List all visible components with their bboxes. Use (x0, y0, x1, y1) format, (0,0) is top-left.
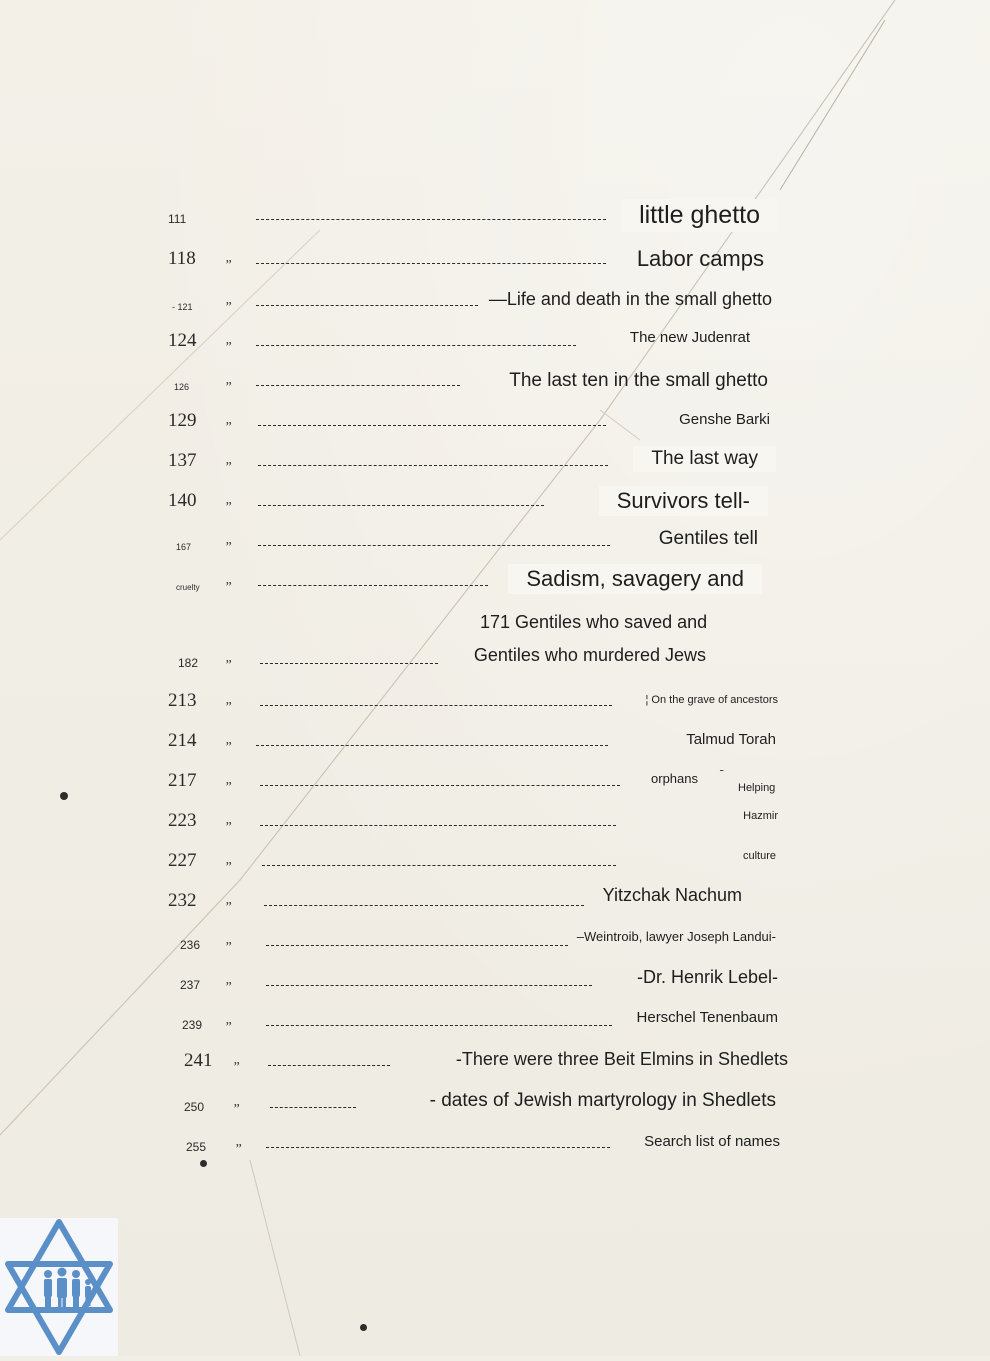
toc-entry (0, 720, 990, 760)
entry-title: The last way (633, 446, 776, 472)
ditto-mark: ” (224, 900, 232, 915)
page-number: 237 (180, 978, 201, 992)
leader-dashes (266, 945, 568, 946)
toc-entry (0, 920, 990, 960)
ditto-mark: ” (224, 340, 232, 355)
leader-dashes (258, 425, 606, 426)
ditto-mark: ” (224, 580, 232, 595)
entry-extra-label: Helping (738, 782, 776, 794)
leader-dashes (258, 585, 488, 586)
entry-continuation: 171 Gentiles who saved and (480, 612, 708, 632)
page-number: 213 (168, 690, 197, 711)
grave-mark: ¦ (645, 694, 649, 706)
page-number: 124 (168, 330, 197, 351)
page-number: 239 (182, 1018, 203, 1032)
leader-dashes (266, 1147, 610, 1148)
toc-entry (0, 194, 990, 234)
leader-dashes (256, 385, 460, 386)
page-number: 214 (168, 730, 197, 751)
ditto-mark: ” (224, 820, 232, 835)
entry-title: On the grave of ancestors (651, 694, 778, 706)
toc-entry (0, 1000, 990, 1040)
page-number: cruelty (176, 583, 200, 592)
page-number: 236 (180, 938, 201, 952)
leader-dashes (258, 505, 544, 506)
leader-dashes (262, 865, 616, 866)
page-number: 227 (168, 850, 197, 871)
leader-dashes (256, 345, 576, 346)
ditto-mark: ” (224, 780, 232, 795)
toc-entry (0, 238, 990, 278)
leader-dashes (266, 1025, 612, 1026)
entry-title: -Dr. Henrik Lebel- (636, 967, 778, 987)
ditto-mark: ” (224, 500, 232, 515)
entry-title: —Life and death in the small ghetto (488, 289, 772, 309)
ditto-mark: ” (224, 300, 232, 315)
entry-title: Yitzchak Nachum (602, 885, 742, 905)
entry-title: culture (742, 850, 776, 862)
ditto-mark: ” (232, 1102, 240, 1117)
page-number: 182 (178, 656, 199, 670)
entry-title: Herschel Tenenbaum (636, 1009, 778, 1026)
ditto-mark: ” (224, 1020, 232, 1035)
page-number: 126 (174, 382, 190, 392)
toc-entry (0, 320, 990, 360)
ditto-mark: ” (232, 1060, 240, 1075)
entry-title: -There were three Beit Elmins in Shedlets (455, 1049, 788, 1069)
paper-dot (360, 1324, 367, 1331)
ditto-mark: ” (224, 540, 232, 555)
page-number: 241 (184, 1050, 213, 1071)
entry-title: - dates of Jewish martyrology in Shedlets (429, 1090, 776, 1111)
toc-entry (0, 560, 990, 600)
entry-title: Genshe Barki (679, 411, 770, 428)
entry-title: Gentiles who murdered Jews (473, 645, 706, 665)
toc-entry (0, 480, 990, 520)
ditto-mark: ” (224, 460, 232, 475)
leader-dashes (258, 545, 610, 546)
entry-title: Gentiles tell (658, 528, 758, 549)
page-number: 137 (168, 450, 197, 471)
toc-entry (0, 360, 990, 400)
ditto-mark: ” (224, 940, 232, 955)
logo-watermark (0, 1218, 118, 1356)
ditto-mark: ” (224, 740, 232, 755)
leader-dashes (256, 745, 608, 746)
toc-entry (0, 280, 990, 320)
leader-dashes (256, 219, 606, 220)
toc-entry (0, 400, 990, 440)
ditto-mark: ” (224, 980, 232, 995)
entry-title: Sadism, savagery and (508, 564, 762, 594)
toc-entry (0, 880, 990, 920)
leader-dashes (266, 985, 592, 986)
toc-entry (0, 1122, 990, 1162)
leader-dashes (256, 263, 606, 264)
ditto-mark: ” (224, 658, 232, 673)
leader-dashes (264, 905, 584, 906)
page-number: 129 (168, 410, 197, 431)
leader-dashes (260, 663, 438, 664)
entry-title: The new Judenrat (629, 329, 750, 346)
ditto-mark: ” (224, 860, 232, 875)
page-number: - 121 (172, 302, 193, 312)
toc-entry (0, 1040, 990, 1080)
helping-mark: ˉ (719, 767, 724, 782)
page-number: 250 (184, 1100, 205, 1114)
toc-entry (0, 960, 990, 1000)
toc-entry (0, 800, 990, 840)
ditto-mark: ” (224, 380, 232, 395)
entry-title: The last ten in the small ghetto (509, 370, 768, 391)
page-number: 167 (176, 542, 192, 552)
toc-entry (0, 840, 990, 880)
paper-dot (60, 792, 68, 800)
entry-title: Hazmir (743, 810, 778, 822)
page-number: 118 (168, 248, 196, 269)
entry-title: Talmud Torah (686, 731, 776, 748)
leader-dashes (260, 705, 612, 706)
leader-dashes (268, 1065, 390, 1066)
toc-entry (0, 680, 990, 720)
toc-entry (0, 440, 990, 480)
entry-title: Labor camps (636, 246, 764, 271)
leader-dashes (270, 1107, 356, 1108)
star-of-david-family-icon (0, 1218, 118, 1356)
entry-title: orphans (651, 771, 698, 786)
ditto-mark: ” (224, 420, 232, 435)
entry-title: little ghetto (621, 199, 778, 232)
entry-title-group (646, 694, 779, 706)
entry-title: Search list of names (644, 1133, 780, 1150)
page-number: 232 (168, 890, 197, 911)
page-number: 111 (168, 212, 187, 226)
leader-dashes (260, 825, 616, 826)
leader-dashes (256, 305, 478, 306)
toc-entry (0, 638, 990, 678)
entry-title: Survivors tell- (599, 486, 768, 516)
toc-entry (0, 760, 990, 800)
page-number: 223 (168, 810, 197, 831)
ditto-mark: ” (234, 1142, 242, 1157)
toc-entry (0, 1082, 990, 1122)
toc-entry (0, 520, 990, 560)
ditto-mark: ” (224, 700, 232, 715)
page-number: 140 (168, 490, 197, 511)
page-number: 217 (168, 770, 197, 791)
paper-dot (200, 1160, 207, 1167)
page-number: 255 (186, 1140, 207, 1154)
entry-title: –Weintroib, lawyer Joseph Landui- (576, 929, 776, 944)
ditto-mark: ” (224, 258, 232, 273)
leader-dashes (258, 465, 608, 466)
leader-dashes (260, 785, 620, 786)
